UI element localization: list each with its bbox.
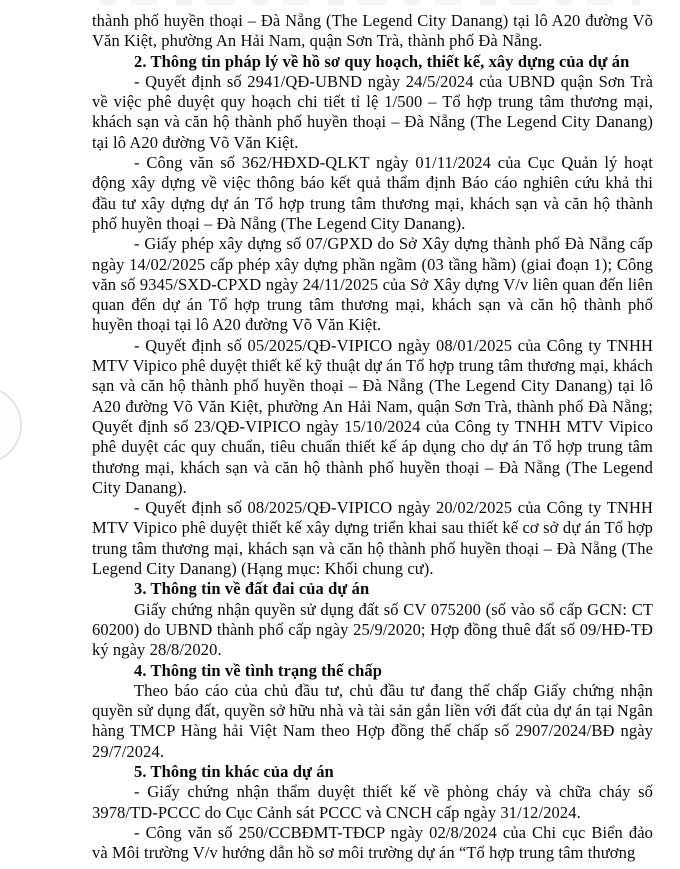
section-heading-land-info: 3. Thông tin về đất đai của dự án bbox=[134, 579, 370, 599]
paragraph: - Công văn số 250/CCBĐMT-TĐCP ngày 02/8/2024 của Chi cục Biển đảo và Môi trường V/v hướng dẫn hồ sơ môi trường dự án “Tổ hợp trung tâm thương bbox=[92, 822, 653, 863]
paragraph: thành phố huyền thoại – Đà Nẵng (The Legend City Danang) tại lô A20 đường Võ Văn Kiệt, phường An Hải Nam, quận Sơn Trà, thành phố Đà Nẵng. bbox=[92, 11, 653, 51]
paragraph: - Quyết định số 08/2025/QĐ-VIPICO ngày 20/02/2025 của Công ty TNHH MTV Vipico phê duyệt thiết kế xây dựng triển khai sau thiết kế cơ sở dự án Tổ hợp trung tâm thương mại, khách sạn và căn hộ thành phố huyền thoại – Đà Nẵng (The Legend City Danang) (Hạng mục: Khối chung cư). bbox=[92, 498, 653, 579]
section-heading-mortgage-status: 4. Thông tin về tình trạng thế chấp bbox=[134, 660, 382, 680]
paragraph: - Quyết định số 2941/QĐ-UBND ngày 24/5/2024 của UBND quận Sơn Trà về việc phê duyệt quy hoạch chi tiết tỉ lệ 1/500 – Tổ hợp trung tâm thương mại, khách sạn và căn hộ thành phố huyền thoại – Đà Nẵng (The Legend City Danang) tại lô A20 đường Võ Văn Kiệt. bbox=[92, 71, 653, 152]
partial-floating-button[interactable] bbox=[0, 386, 22, 464]
paragraph: Giấy chứng nhận quyền sử dụng đất số CV 075200 (số vào sổ cấp GCN: CT 60200) do UBND thành phố cấp ngày 25/9/2020; Hợp đồng thuê đất số 09/HĐ-TĐ ký ngày 28/8/2020. bbox=[92, 599, 653, 660]
paragraph: - Giấy phép xây dựng số 07/GPXD do Sở Xây dựng thành phố Đà Nẵng cấp ngày 14/02/2025 cấp phép xây dựng phần ngầm (03 tầng hầm) (giai đoạn 1); Công văn số 9345/SXD-CPXD ngày 24/11/2025 của Sở Xây dựng V/v liên quan đến liên quan đến dự án Tổ hợp trung tâm thương mại, khách sạn và căn hộ thành phố huyền thoại tại lô A20 đường Võ Văn Kiệt. bbox=[92, 234, 653, 335]
section-heading-other-info: 5. Thông tin khác của dự án bbox=[134, 761, 334, 781]
paragraph: - Quyết định số 05/2025/QĐ-VIPICO ngày 08/01/2025 của Công ty TNHH MTV Vipico phê duyệt thiết kế kỹ thuật dự án Tổ hợp trung tâm thương mại, khách sạn và căn hộ thành phố huyền thoại – Đà Nẵng (The Legend City Danang) tại lô A20 đường Võ Văn Kiệt, phường An Hải Nam, quận Sơn Trà, thành phố Đà Nẵng; Quyết định số 23/QĐ-VIPICO ngày 15/10/2024 của Công ty TNHH MTV Vipico phê duyệt các quy chuẩn, tiêu chuẩn thiết kế áp dụng cho dự án Tổ hợp trung tâm thương mại, khách sạn và căn hộ thành phố huyền thoại – Đà Nẵng (The Legend City Danang). bbox=[92, 335, 653, 497]
paragraph: - Công văn số 362/HĐXD-QLKT ngày 01/11/2024 của Cục Quản lý hoạt động xây dựng về việc thông báo kết quả thẩm định Báo cáo nghiên cứu khả thi đầu tư xây dựng dự án Tổ hợp trung tâm thương mại, khách sạn và căn hộ thành phố huyền thoại – Đà Nẵng (The Legend City Danang). bbox=[92, 153, 653, 233]
clipped-previous-line bbox=[100, 0, 640, 5]
section-heading-legal-info: 2. Thông tin pháp lý về hồ sơ quy hoạch, thiết kế, xây dựng của dự án bbox=[134, 51, 630, 71]
paragraph: - Giấy chứng nhận thẩm duyệt thiết kế về phòng cháy và chữa cháy số 3978/TD-PCCC do Cục Cảnh sát PCCC và CNCH cấp ngày 31/12/2024. bbox=[92, 782, 653, 822]
document-page bbox=[92, 11, 653, 863]
paragraph: Theo báo cáo của chủ đầu tư, chủ đầu tư đang thế chấp Giấy chứng nhận quyền sử dụng đất, quyền sở hữu nhà và tài sản gắn liền với đất của dự án tại Ngân hàng TMCP Hàng hải Việt Nam theo Hợp đồng thế chấp số 2907/2024/BĐ ngày 29/7/2024. bbox=[92, 680, 653, 761]
